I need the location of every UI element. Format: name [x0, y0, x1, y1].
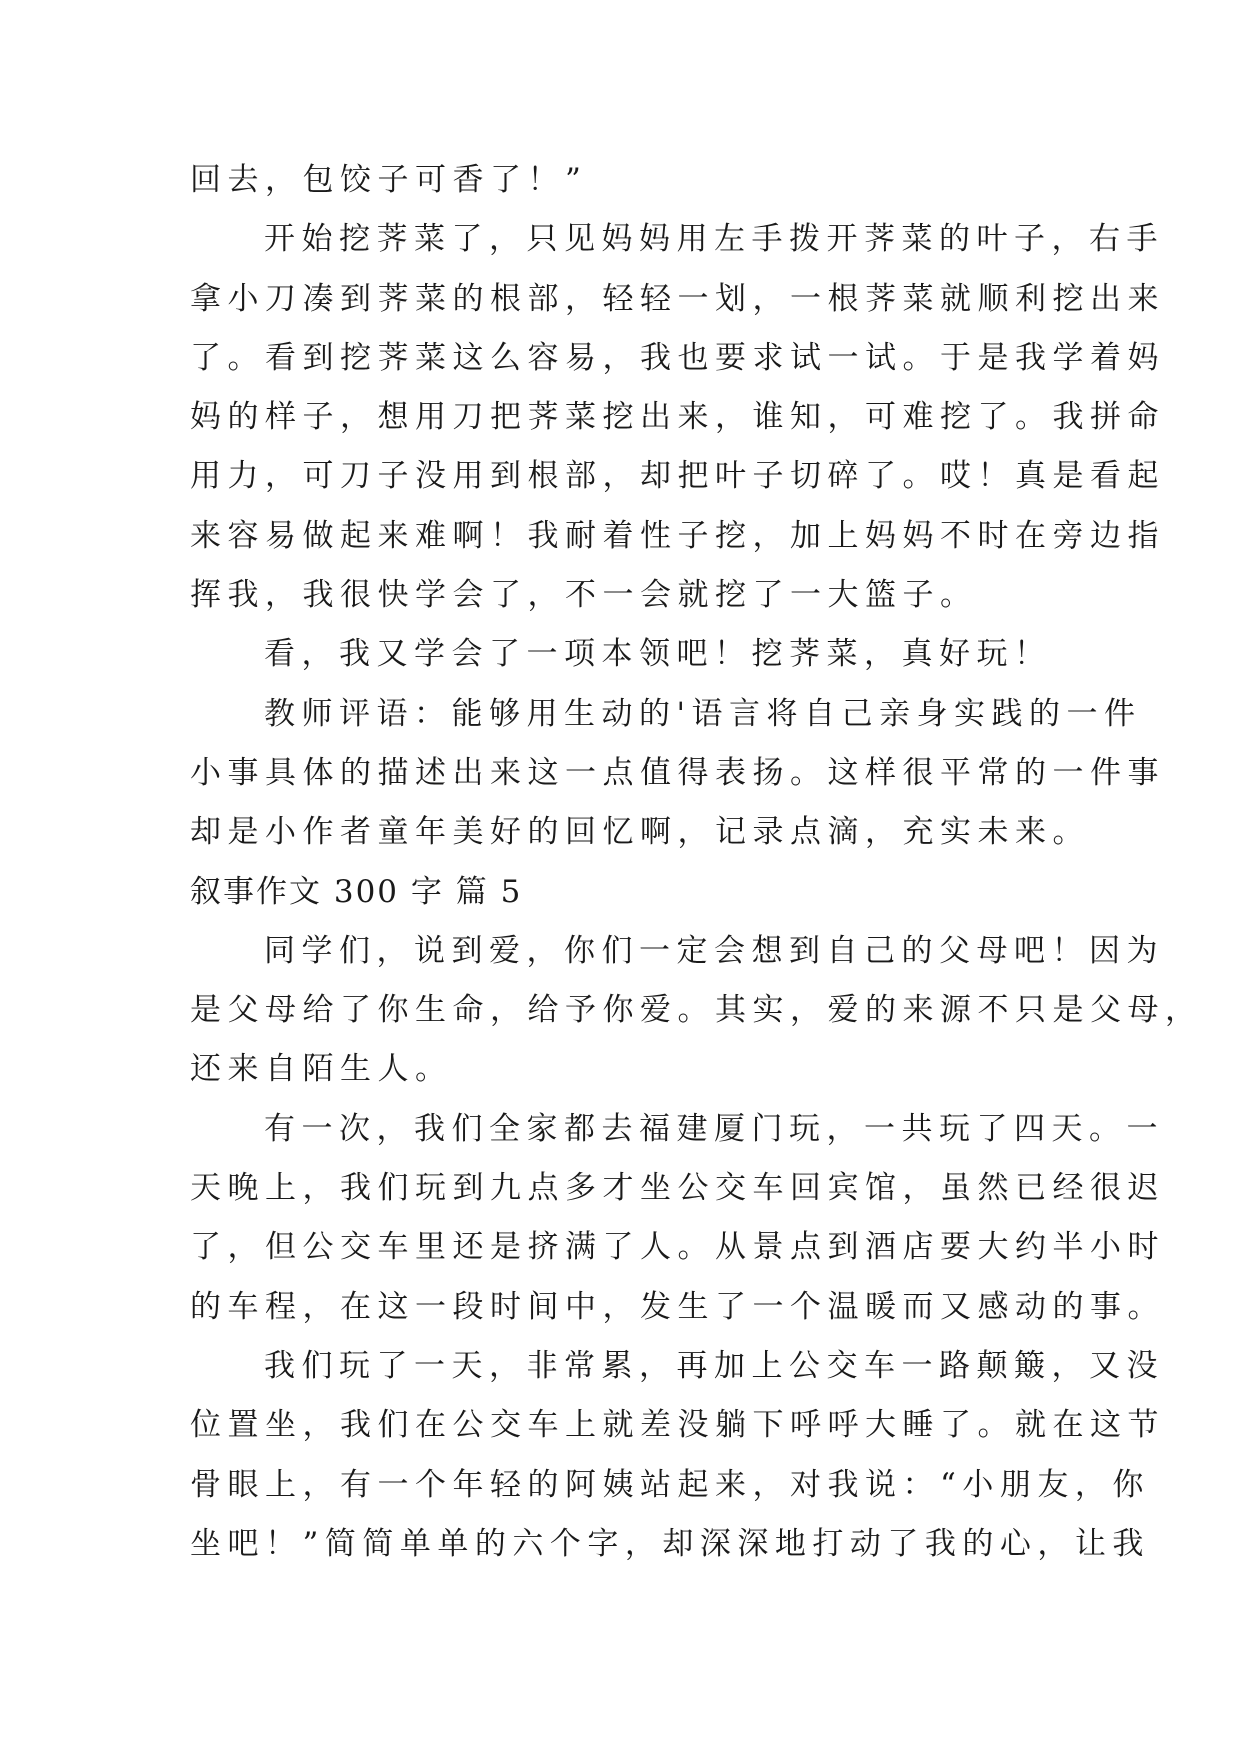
text-line: 的车程，在这一段时间中，发生了一个温暖而又感动的事。	[190, 1288, 1165, 1325]
text-line: 开始挖荠菜了，只见妈妈用左手拨开荠菜的叶子，右手	[264, 221, 1164, 258]
text-line: 挥我，我很快学会了，不一会就挖了一大篮子。	[190, 577, 978, 614]
text-line: 骨眼上，有一个年轻的阿姨站起来，对我说：“小朋友，你	[190, 1466, 1150, 1503]
text-line: 坐吧！”简简单单的六个字，却深深地打动了我的心，让我	[190, 1525, 1150, 1562]
text-line: 我们玩了一天，非常累，再加上公交车一路颠簸，又没	[264, 1347, 1164, 1384]
text-line: 回去，包饺子可香了！”	[190, 162, 588, 198]
document-body	[190, 151, 1203, 1574]
text-line: 却是小作者童年美好的回忆啊，记录点滴，充实未来。	[190, 814, 1090, 851]
text-line: 小事具体的描述出来这一点值得表扬。这样很平常的一件事	[190, 754, 1165, 791]
text-line: 看，我又学会了一项本领吧！挖荠菜，真好玩！	[264, 636, 1052, 673]
text-line: 位置坐，我们在公交车上就差没躺下呼呼大睡了。就在这节	[190, 1407, 1165, 1444]
section-heading: 叙事作文 300 字 篇 5	[190, 873, 523, 910]
text-line: 来容易做起来难啊！我耐着性子挖，加上妈妈不时在旁边指	[190, 517, 1165, 554]
text-line: 是父母给了你生命，给予你爱。其实，爱的来源不只是父母，	[190, 992, 1203, 1029]
text-line: 同学们，说到爱，你们一定会想到自己的父母吧！因为	[264, 932, 1164, 969]
text-line: 拿小刀凑到荠菜的根部，轻轻一划，一根荠菜就顺利挖出来	[190, 280, 1165, 317]
text-line: 还来自陌生人。	[190, 1051, 453, 1088]
text-line: 了。看到挖荠菜这么容易，我也要求试一试。于是我学着妈	[190, 339, 1165, 376]
text-line: 妈的样子，想用刀把荠菜挖出来，谁知，可难挖了。我拼命	[190, 399, 1165, 436]
text-line: 教师评语：能够用生动的'语言将自己亲身实践的一件	[264, 695, 1142, 732]
text-line: 有一次，我们全家都去福建厦门玩，一共玩了四天。一	[264, 1110, 1164, 1147]
text-line: 了，但公交车里还是挤满了人。从景点到酒店要大约半小时	[190, 1229, 1165, 1266]
text-line: 用力，可刀子没用到根部，却把叶子切碎了。哎！真是看起	[190, 458, 1165, 495]
text-line: 天晚上，我们玩到九点多才坐公交车回宾馆，虽然已经很迟	[190, 1170, 1165, 1207]
